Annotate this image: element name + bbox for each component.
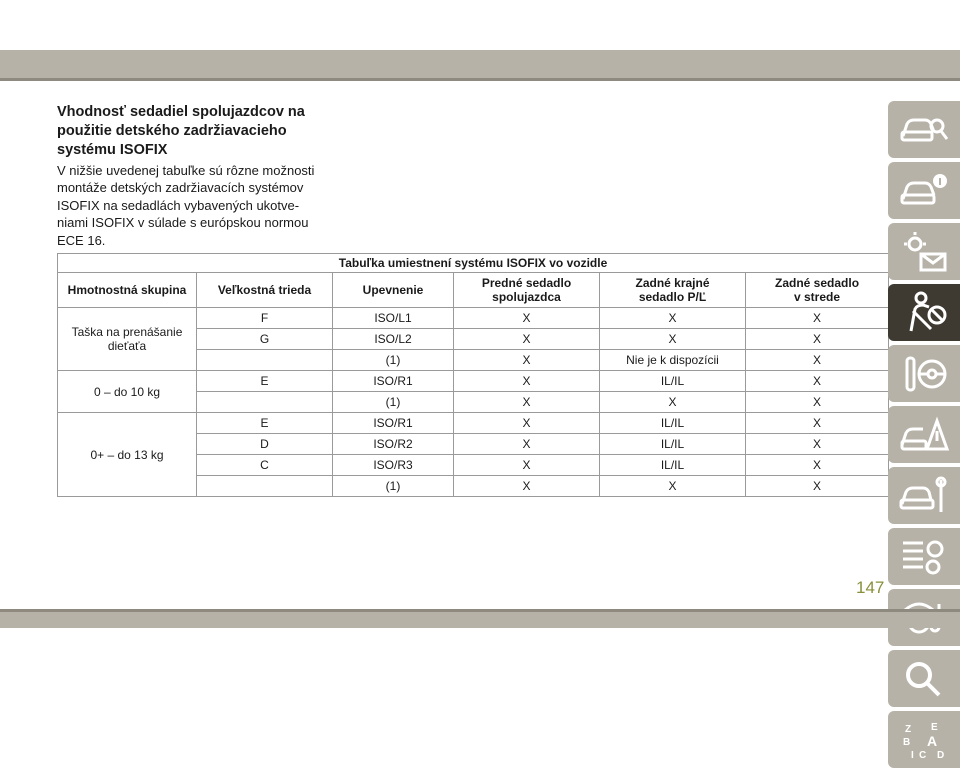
- top-header-band: [0, 50, 960, 78]
- header-front-passenger: [454, 273, 600, 308]
- intro-line-4: niami ISOFIX v súlade s európskou normou: [57, 215, 309, 231]
- rear-outboard-cell: Nie je k dispozícii: [600, 350, 746, 371]
- car-info-icon: [899, 169, 949, 213]
- weight-group-cell: 0 – do 10 kg: [58, 371, 197, 413]
- size-class-cell: [197, 350, 333, 371]
- top-header-line: [0, 78, 960, 81]
- rear-center-cell: X: [746, 434, 889, 455]
- header-size-class: Veľkostná trieda: [197, 273, 333, 308]
- section-title-line-2: použitie detského zadržiavacieho: [57, 123, 287, 139]
- size-class-cell: E: [197, 413, 333, 434]
- chapter-tab-8[interactable]: [888, 528, 960, 585]
- header-rear-outboard: [600, 273, 746, 308]
- front-passenger-cell: X: [454, 392, 600, 413]
- size-class-cell: F: [197, 308, 333, 329]
- fixture-cell: (1): [333, 350, 454, 371]
- intro-paragraph: [57, 162, 321, 249]
- seatbelt-airbag-icon: [899, 291, 949, 335]
- rear-center-cell: X: [746, 392, 889, 413]
- svg-text:A: A: [927, 732, 938, 749]
- rear-outboard-cell: IL/IL: [600, 413, 746, 434]
- rear-outboard-cell: X: [600, 476, 746, 497]
- fixture-cell: ISO/R3: [333, 455, 454, 476]
- header-weight-group: Hmotnostná skupina: [58, 273, 197, 308]
- table-header-row: [58, 273, 889, 308]
- header-rear-center-line-1: Zadné sedadlo: [775, 276, 860, 290]
- size-class-cell: [197, 476, 333, 497]
- table-caption: Tabuľka umiestnení systému ISOFIX vo vozidle: [58, 254, 889, 273]
- rear-center-cell: X: [746, 413, 889, 434]
- search-magnifier-icon: [899, 657, 949, 701]
- chapter-tab-6[interactable]: [888, 406, 960, 463]
- fixture-cell: ISO/L1: [333, 308, 454, 329]
- header-rear-center-line-2: v strede: [794, 290, 841, 304]
- chapter-tab-1[interactable]: [888, 101, 960, 158]
- header-rear-outboard-line-2: sedadlo P/Ľ: [638, 290, 707, 304]
- front-passenger-cell: X: [454, 308, 600, 329]
- front-passenger-cell: X: [454, 371, 600, 392]
- bottom-footer-band: [0, 612, 960, 628]
- front-passenger-cell: X: [454, 350, 600, 371]
- section-title: [57, 103, 327, 160]
- header-rear-center: [746, 273, 889, 308]
- section-title-line-3: systému ISOFIX: [57, 142, 168, 158]
- car-wrench-icon: [899, 474, 949, 518]
- size-class-cell: D: [197, 434, 333, 455]
- key-steering-icon: [899, 352, 949, 396]
- fixture-cell: ISO/R2: [333, 434, 454, 455]
- svg-text:C: C: [919, 749, 927, 761]
- chapter-tab-3[interactable]: [888, 223, 960, 280]
- chapter-tab-10[interactable]: [888, 650, 960, 707]
- front-passenger-cell: X: [454, 476, 600, 497]
- chapter-tab-5[interactable]: [888, 345, 960, 402]
- chapter-tab-2[interactable]: [888, 162, 960, 219]
- header-front-passenger-line-1: Predné sedadlo: [481, 276, 572, 290]
- svg-text:B: B: [903, 736, 911, 748]
- rear-outboard-cell: IL/IL: [600, 455, 746, 476]
- rear-center-cell: X: [746, 329, 889, 350]
- rear-center-cell: X: [746, 308, 889, 329]
- fixture-cell: ISO/R1: [333, 413, 454, 434]
- size-class-cell: G: [197, 329, 333, 350]
- svg-text:D: D: [937, 749, 945, 761]
- section-title-line-1: Vhodnosť sedadiel spolujazdcov na: [57, 104, 305, 120]
- size-class-cell: [197, 392, 333, 413]
- rear-outboard-cell: X: [600, 308, 746, 329]
- rear-center-cell: X: [746, 371, 889, 392]
- header-fixture: Upevnenie: [333, 273, 454, 308]
- front-passenger-cell: X: [454, 413, 600, 434]
- table-row: [58, 413, 889, 434]
- intro-line-2: montáže detských zadržiavacích systémov: [57, 180, 304, 196]
- svg-text:Z: Z: [905, 723, 912, 735]
- car-warning-triangle-icon: [899, 413, 949, 457]
- fixture-cell: (1): [333, 476, 454, 497]
- rear-center-cell: X: [746, 476, 889, 497]
- rear-center-cell: X: [746, 455, 889, 476]
- header-front-passenger-line-2: spolujazdca: [492, 290, 561, 304]
- size-class-cell: C: [197, 455, 333, 476]
- chapter-tab-11[interactable]: [888, 711, 960, 768]
- svg-text:E: E: [931, 721, 938, 733]
- rear-outboard-cell: IL/IL: [600, 371, 746, 392]
- chapter-tab-7[interactable]: [888, 467, 960, 524]
- isofix-placement-table: [57, 253, 889, 497]
- weight-group-label-line-2: dieťaťa: [107, 339, 147, 353]
- intro-line-1: V nižšie uvedenej tabuľke sú rôzne možnosti: [57, 163, 315, 178]
- fixture-cell: (1): [333, 392, 454, 413]
- weight-group-cell: 0+ – do 13 kg: [58, 413, 197, 497]
- table-row: [58, 308, 889, 329]
- rear-center-cell: X: [746, 350, 889, 371]
- header-rear-outboard-line-1: Zadné krajné: [635, 276, 710, 290]
- warning-lights-icon: [899, 230, 949, 274]
- intro-line-5: ECE 16.: [57, 232, 106, 248]
- car-magnifier-icon: [899, 108, 949, 152]
- alphabetical-index-icon: [899, 718, 949, 762]
- weight-group-label-line-1: Taška na prenášanie: [71, 325, 183, 339]
- fixture-cell: ISO/R1: [333, 371, 454, 392]
- weight-group-cell: [58, 308, 197, 371]
- table-row: [58, 371, 889, 392]
- rear-outboard-cell: X: [600, 392, 746, 413]
- table-caption-row: [58, 254, 889, 273]
- specifications-gears-icon: [899, 535, 949, 579]
- front-passenger-cell: X: [454, 434, 600, 455]
- fixture-cell: ISO/L2: [333, 329, 454, 350]
- size-class-cell: E: [197, 371, 333, 392]
- svg-text:I: I: [911, 749, 914, 761]
- rear-outboard-cell: X: [600, 329, 746, 350]
- front-passenger-cell: X: [454, 329, 600, 350]
- intro-line-3: ISOFIX na sedadlách vybavených ukotve-: [57, 197, 300, 213]
- page-number: 147: [856, 578, 885, 597]
- rear-outboard-cell: IL/IL: [600, 434, 746, 455]
- front-passenger-cell: X: [454, 455, 600, 476]
- chapter-tab-4-active[interactable]: [888, 284, 960, 341]
